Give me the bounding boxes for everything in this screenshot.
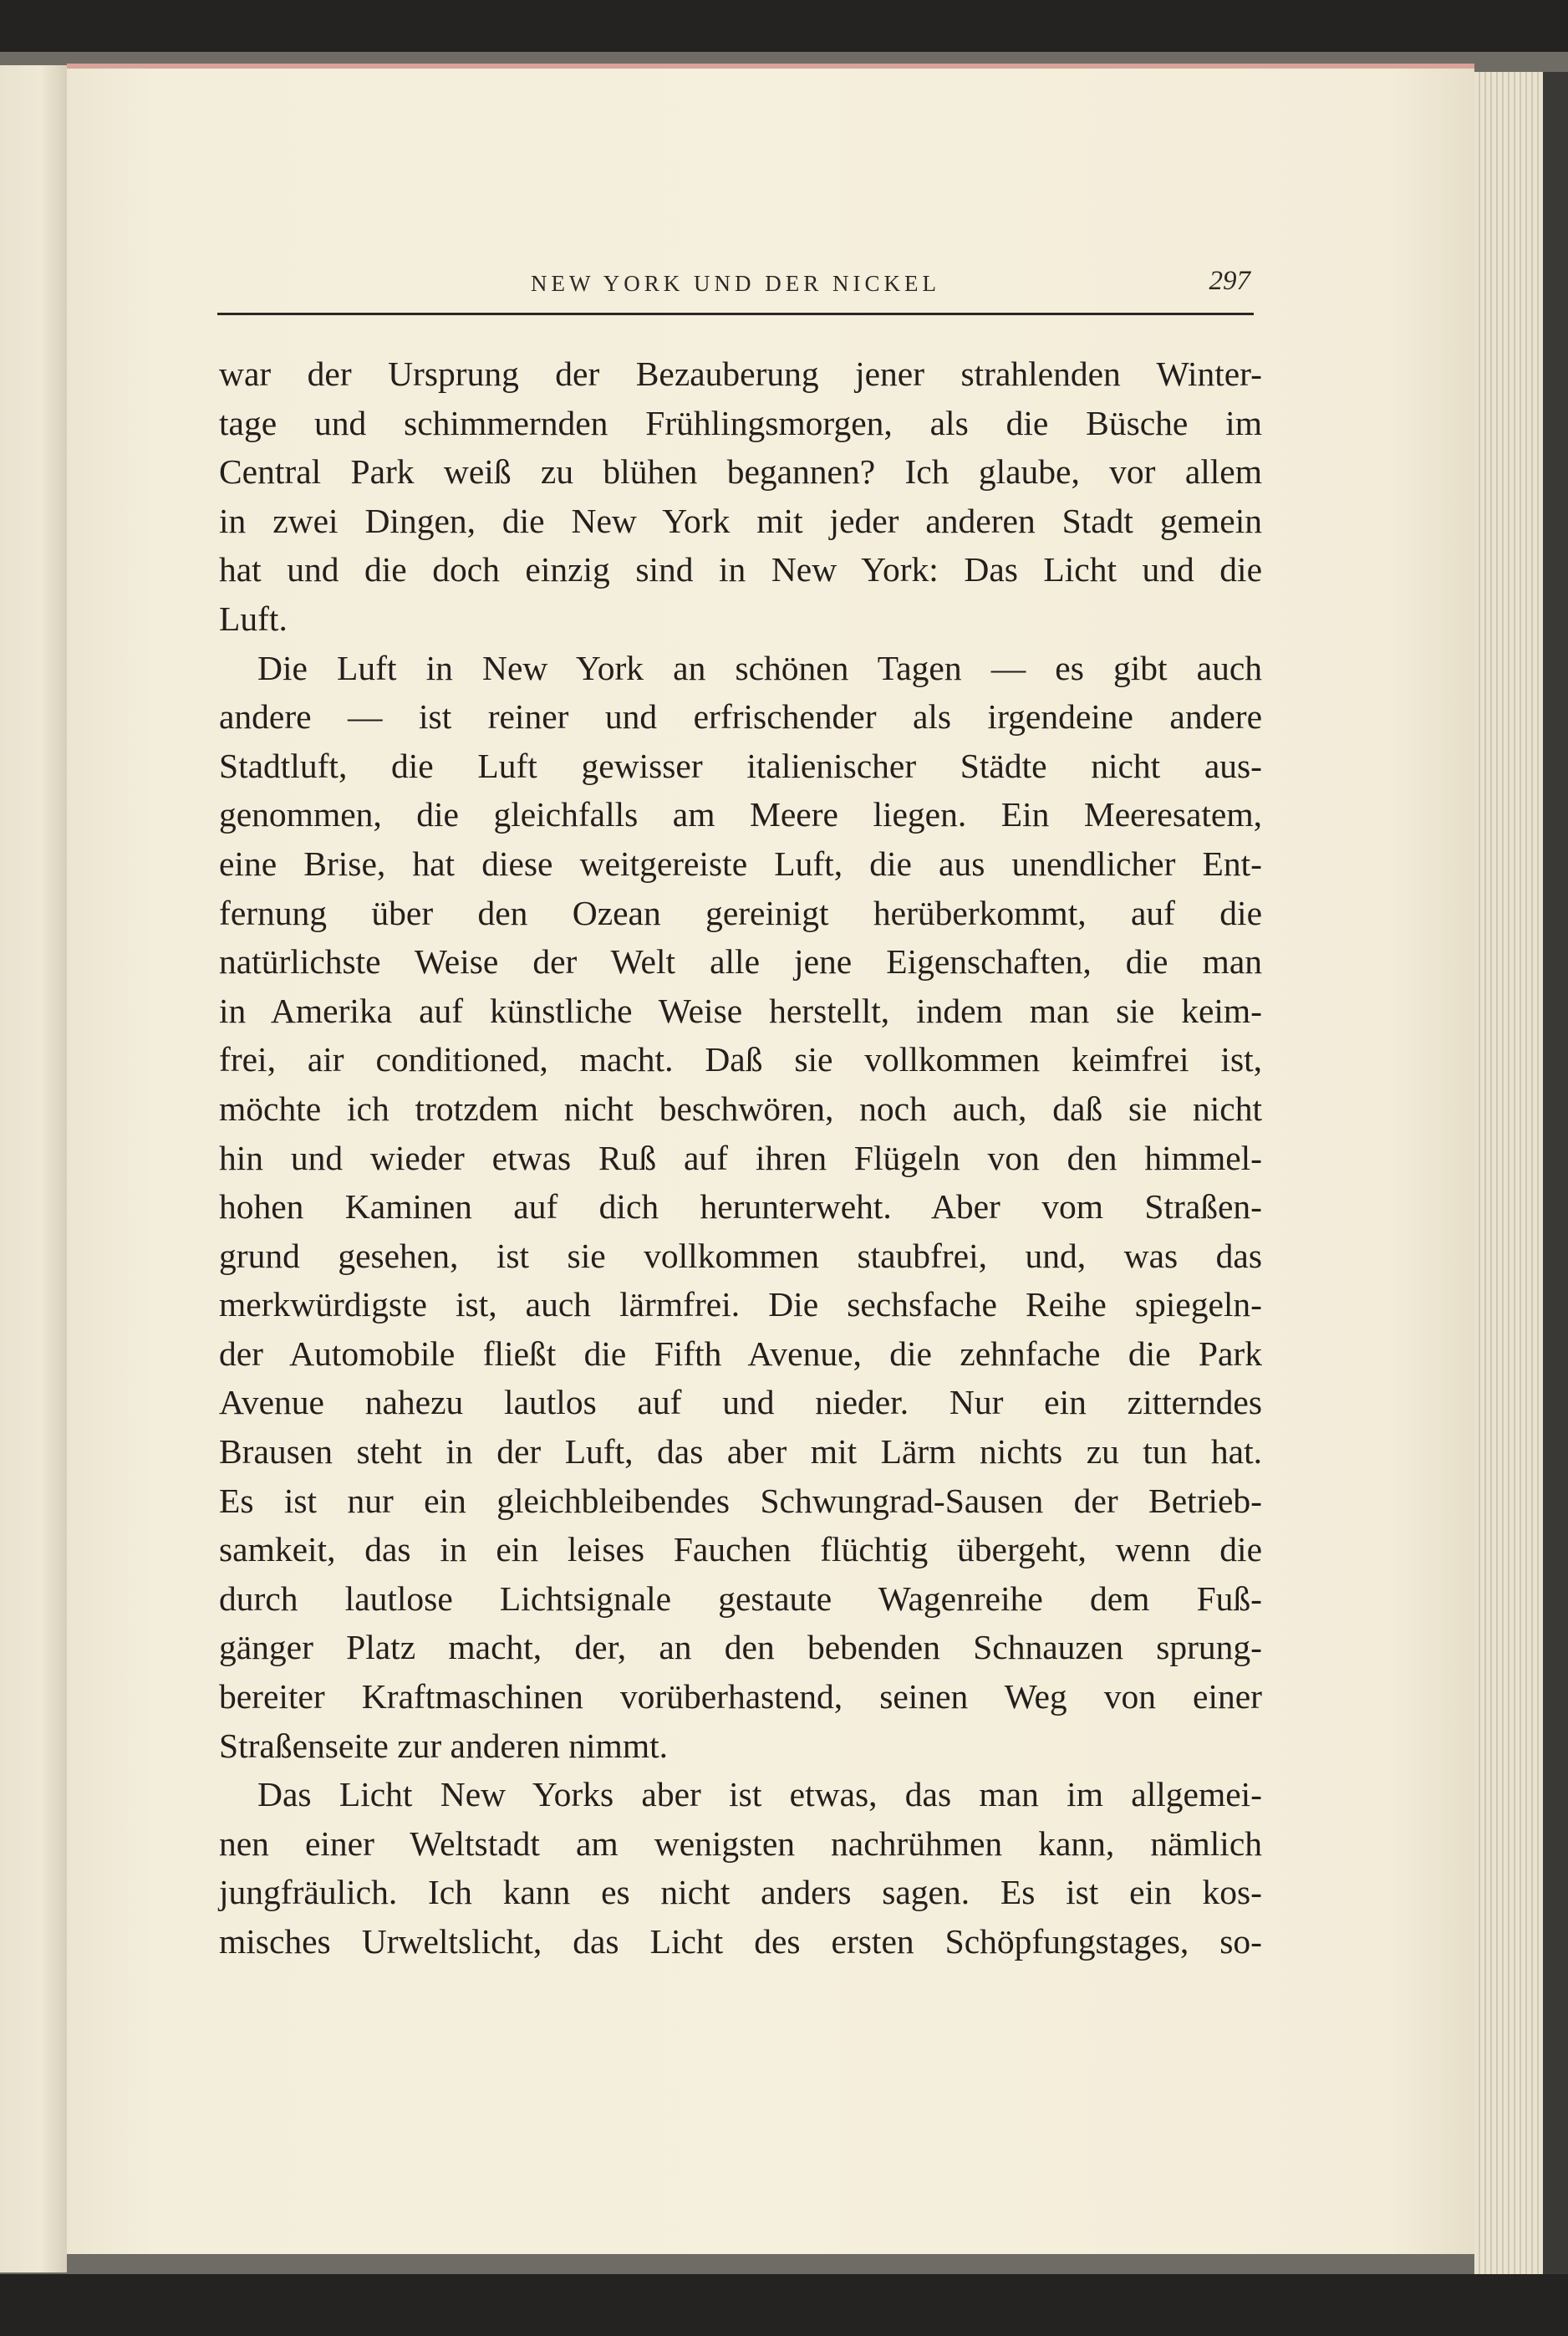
text-line: gänger Platz macht, der, an den bebenden Schnauzen sprung- (219, 1628, 1262, 1667)
text-line: Avenue nahezu lautlos auf und nieder. Nur ein zitterndes (219, 1383, 1262, 1422)
text-line: frei, air conditioned, macht. Daß sie vollkommen keimfrei ist, (219, 1040, 1262, 1079)
paragraph (219, 349, 1262, 644)
text-line: andere — ist reiner und erfrischender als irgendeine andere (219, 697, 1262, 737)
text-line: Brausen steht in der Luft, das aber mit Lärm nichts zu tun hat. (219, 1432, 1262, 1471)
text-line: hat und die doch einzig sind in New York: Das Licht und die (219, 550, 1262, 589)
cover-edge (1543, 72, 1568, 2279)
text-line: Straßenseite zur anderen nimmt. (219, 1726, 669, 1765)
text-line: grund gesehen, ist sie vollkommen staubfrei, und, was das (219, 1236, 1262, 1275)
text-line: in Amerika auf künstliche Weise herstellt, indem man sie keim- (219, 991, 1262, 1030)
text-line: Es ist nur ein gleichbleibendes Schwungrad-Sausen der Betrieb- (219, 1481, 1262, 1520)
text-line: der Automobile fließt die Fifth Avenue, die zehnfache die Park (219, 1334, 1262, 1373)
text-line: samkeit, das in ein leises Fauchen flüchtig übergeht, wenn die (219, 1530, 1262, 1569)
text-line: genommen, die gleichfalls am Meere liegen. Ein Meeresatem, (219, 795, 1262, 834)
facing-page-edge (0, 65, 67, 2272)
scan-background-bottom (0, 2274, 1568, 2336)
text-line: möchte ich trotzdem nicht beschwören, noch auch, daß sie nicht (219, 1089, 1262, 1128)
scan-background-top (0, 0, 1568, 59)
text-line: bereiter Kraftmaschinen vorüberhastend, seinen Weg von einer (219, 1677, 1262, 1716)
text-line: in zwei Dingen, die New York mit jeder anderen Stadt gemein (219, 501, 1262, 540)
text-line: Das Licht New Yorks aber ist etwas, das man im allgemei- (257, 1775, 1262, 1814)
paragraph (219, 1770, 1262, 1966)
text-line: nen einer Weltstadt am wenigsten nachrühmen kann, nämlich (219, 1823, 1262, 1863)
body-text (219, 349, 1262, 1966)
text-line: fernung über den Ozean gereinigt herüberkommt, auf die (219, 893, 1262, 932)
text-line: natürlichste Weise der Welt alle jene Eigenschaften, die man (219, 942, 1262, 982)
text-line: Die Luft in New York an schönen Tagen — es gibt auch (257, 648, 1262, 687)
text-line: merkwürdigste ist, auch lärmfrei. Die sechsfache Reihe spiegeln- (219, 1285, 1262, 1324)
text-line: Luft. (219, 599, 288, 638)
running-head (217, 264, 1254, 315)
paragraph (219, 644, 1262, 1771)
text-line: hohen Kaminen auf dich herunterweht. Aber vom Straßen- (219, 1187, 1262, 1227)
text-line: misches Urweltslicht, das Licht des ersten Schöpfungstages, so- (219, 1922, 1262, 1961)
text-line: Central Park weiß zu blühen begannen? Ich glaube, vor allem (219, 452, 1262, 492)
text-line: durch lautlose Lichtsignale gestaute Wagenreihe dem Fuß- (219, 1579, 1262, 1618)
text-line: hin und wieder etwas Ruß auf ihren Flügeln von den himmel- (219, 1138, 1262, 1177)
running-head-title: NEW YORK UND DER NICKEL (531, 271, 940, 296)
page-number: 297 (1209, 266, 1250, 296)
text-line: jungfräulich. Ich kann es nicht anders sagen. Es ist ein kos- (219, 1873, 1262, 1912)
text-line: tage und schimmernden Frühlingsmorgen, als die Büsche im (219, 403, 1262, 442)
text-line: war der Ursprung der Bezauberung jener strahlenden Winter- (219, 354, 1262, 393)
text-line: eine Brise, hat diese weitgereiste Luft, die aus unendlicher Ent- (219, 844, 1262, 883)
text-line: Stadtluft, die Luft gewisser italienischer Städte nicht aus- (219, 746, 1262, 785)
